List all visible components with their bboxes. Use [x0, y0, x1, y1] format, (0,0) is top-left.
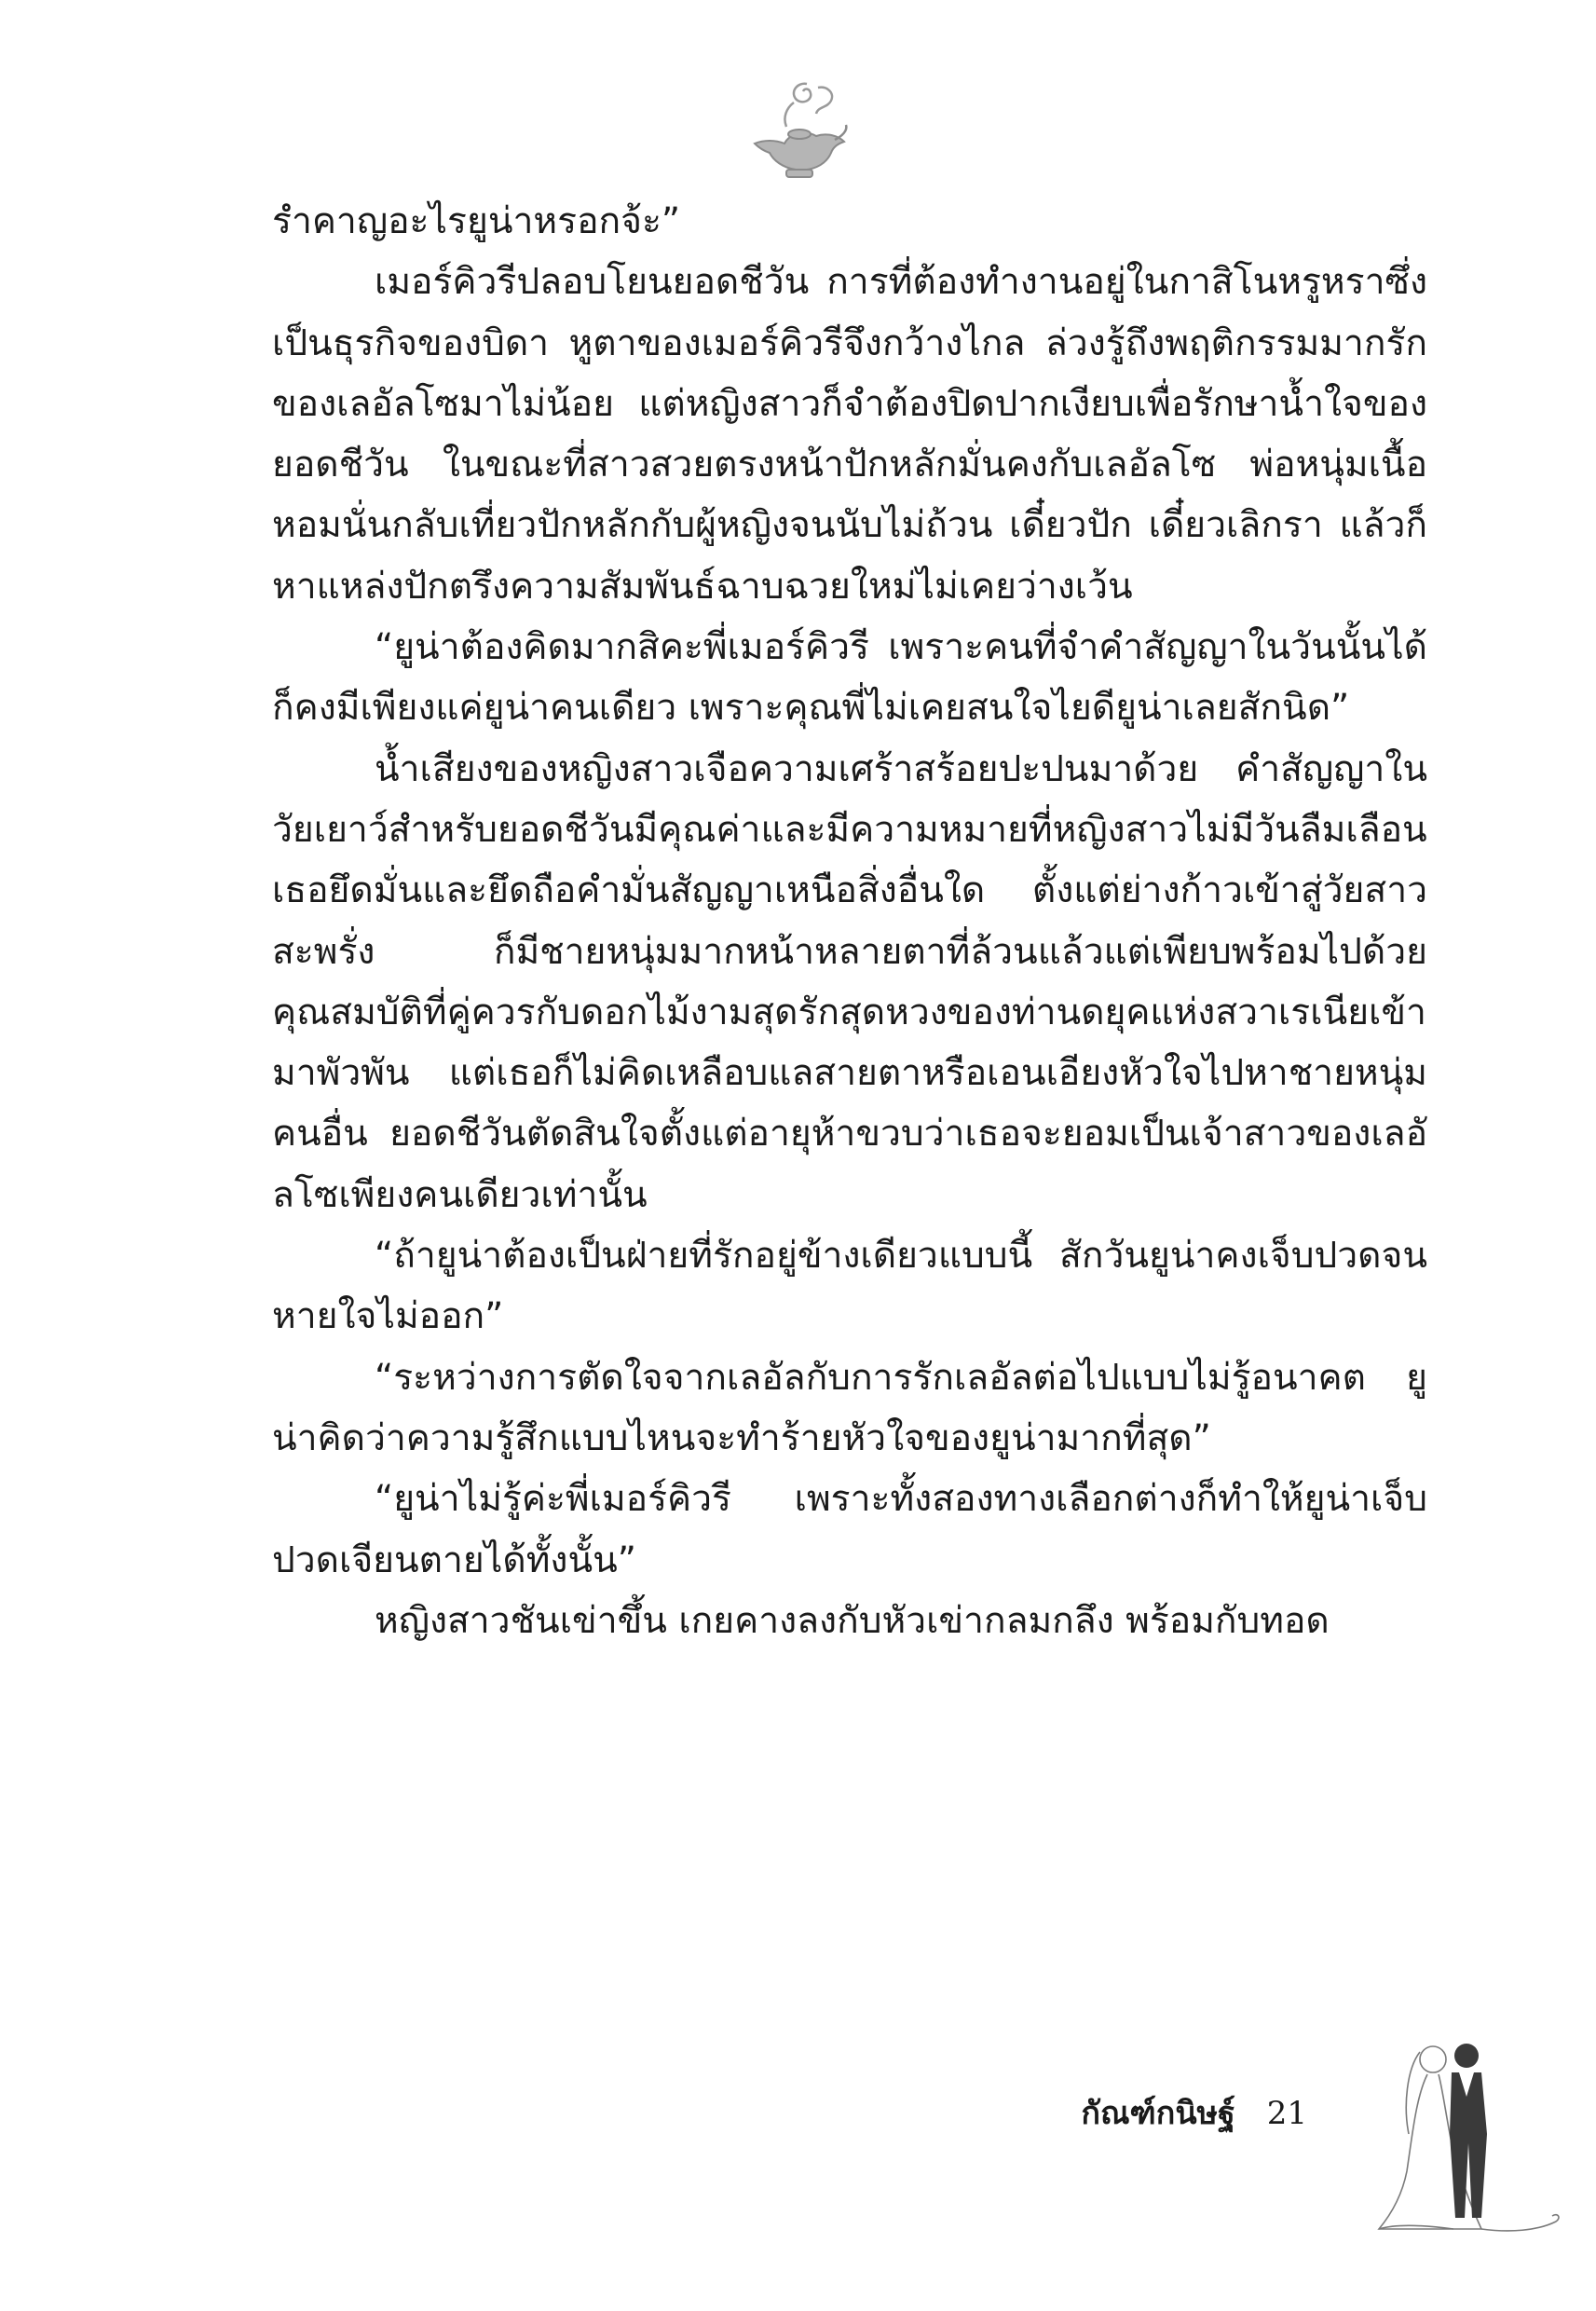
paragraph: “ยูน่าต้องคิดมากสิคะพี่เมอร์คิวรี เพราะคนที่จำคำสัญญาในวันนั้นได้ก็คงมีเพียงแค่ยูน่าคนเดียว เพราะคุณพี่ไม่เคยสนใจไยดียูน่าเลยสักนิด” — [272, 626, 1427, 730]
running-footer — [1081, 2087, 1307, 2143]
paragraph: รำคาญอะไรยูน่าหรอกจ้ะ” — [272, 200, 681, 242]
paragraph: “ระหว่างการตัดใจจากเลอัลกับการรักเลอัลต่อไปแบบไม่รู้อนาคต ยูน่าคิดว่าความรู้สึกแบบไหนจะทำร้ายหัวใจของยูน่ามากที่สุด” — [272, 1356, 1427, 1459]
body-text — [272, 191, 1427, 1651]
page-number: 21 — [1266, 2095, 1307, 2132]
book-title: กัณฑ์กนิษฐ์ — [1081, 2095, 1235, 2132]
paragraph: “ยูน่าไม่รู้ค่ะพี่เมอร์คิวรี เพราะทั้งสองทางเลือกต่างก็ทำให้ยูน่าเจ็บปวดเจียนตายได้ทั้งนั้น” — [272, 1478, 1427, 1581]
genie-lamp-icon — [742, 75, 853, 186]
bride-groom-icon — [1342, 2031, 1565, 2236]
paragraph: หญิงสาวชันเข่าขึ้น เกยคางลงกับหัวเข่ากลมกลึง พร้อมกับทอด — [375, 1599, 1330, 1642]
paragraph: น้ำเสียงของหญิงสาวเจือความเศร้าสร้อยปะปนมาด้วย คำสัญญาในวัยเยาว์สำหรับยอดชีวันมีคุณค่าและมีความหมายที่หญิงสาวไม่มีวันลืมเลือน เธอยึดมั่นและยึดถือคำมั่นสัญญาเหนือสิ่งอื่นใด ตั้งแต่ย่างก้าวเข้าสู่วัยสาวสะพรั่ง ก็มีชายหนุ่มมากหน้าหลายตาที่ล้วนแล้วแต่เพียบพร้อมไปด้วยคุณสมบัติที่คู่ควรกับดอกไม้งามสุดรักสุดหวงของท่านดยุคแห่งสวาเรเนียเข้ามาพัวพัน แต่เธอก็ไม่คิดเหลือบแลสายตาหรือเอนเอียงหัวใจไปหาชายหนุ่มคนอื่น ยอดชีวันตัดสินใจตั้งแต่อายุห้าขวบว่าเธอจะยอมเป็นเจ้าสาวของเลอัลโซเพียงคนเดียวเท่านั้น — [272, 747, 1427, 1216]
paragraph: “ถ้ายูน่าต้องเป็นฝ่ายที่รักอยู่ข้างเดียวแบบนี้ สักวันยูน่าคงเจ็บปวดจนหายใจไม่ออก” — [272, 1235, 1427, 1338]
paragraph: เมอร์คิวรีปลอบโยนยอดชีวัน การที่ต้องทำงานอยู่ในกาสิโนหรูหราซึ่งเป็นธุรกิจของบิดา หูตาของเมอร์คิวรีจึงกว้างไกล ล่วงรู้ถึงพฤติกรรมมากรักของเลอัลโซมาไม่น้อย แต่หญิงสาวก็จำต้องปิดปากเงียบเพื่อรักษาน้ำใจของยอดชีวัน ในขณะที่สาวสวยตรงหน้าปักหลักมั่นคงกับเลอัลโซ พ่อหนุ่มเนื้อหอมนั่นกลับเที่ยวปักหลักกับผู้หญิงจนนับไม่ถ้วน เดี๋ยวปัก เดี๋ยวเลิกรา แล้วก็หาแหล่งปักตรึงความสัมพันธ์ฉาบฉวยใหม่ไม่เคยว่างเว้น — [272, 261, 1427, 608]
